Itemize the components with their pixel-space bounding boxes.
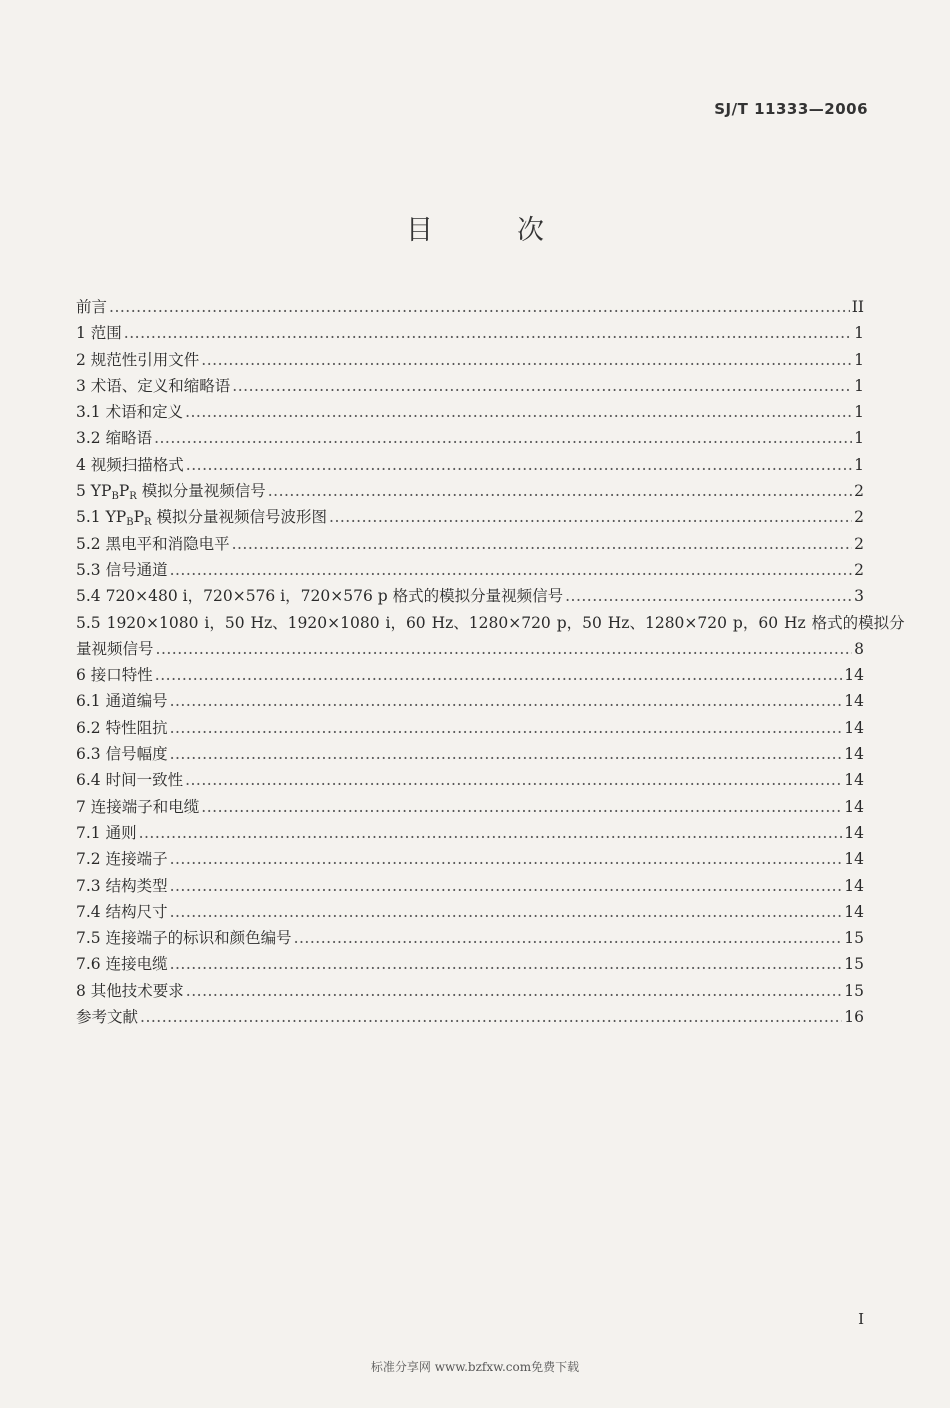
toc-entry-page: 14 xyxy=(844,718,864,737)
toc-entry-label: 5 $YP_BP_R$ 模拟分量视频信号 xyxy=(76,482,266,503)
toc-entry-page: 15 xyxy=(844,929,864,948)
toc-entry[interactable] xyxy=(76,294,864,320)
toc-entry[interactable] xyxy=(76,715,864,741)
toc-entry-page: 14 xyxy=(844,692,864,711)
dot-leader xyxy=(185,399,852,425)
toc-entry-page: 15 xyxy=(844,981,864,1000)
toc-entry-page: 15 xyxy=(844,955,864,974)
watermark-text: 标准分享网 www.bzfxw.com免费下载 xyxy=(370,1360,580,1374)
toc-entry-page: 14 xyxy=(844,876,864,895)
dot-leader xyxy=(232,531,853,557)
toc-entry-page: 14 xyxy=(844,745,864,764)
dot-leader xyxy=(170,846,843,872)
dot-leader xyxy=(186,452,852,478)
dot-leader xyxy=(201,347,852,373)
toc-entry-page: 1 xyxy=(854,455,864,474)
toc-entry-page: 16 xyxy=(844,1008,864,1027)
toc-entry[interactable] xyxy=(76,688,864,714)
toc-entry[interactable] xyxy=(76,320,864,346)
toc-entry-label: 7.5 连接端子的标识和颜色编号 xyxy=(76,929,292,948)
toc-entry[interactable] xyxy=(76,873,864,899)
toc-entry-label: 前言 xyxy=(76,298,108,316)
toc-entry-page: 14 xyxy=(844,823,864,842)
toc-entry-label: 7.3 结构类型 xyxy=(76,876,168,895)
toc-entry[interactable] xyxy=(76,741,864,767)
toc-entry-label: 6 接口特性 xyxy=(76,666,153,685)
dot-leader xyxy=(170,688,843,714)
toc-entry-label: 量视频信号 xyxy=(76,639,154,658)
toc-entry-page: 1 xyxy=(854,403,864,422)
toc-entry-label: 5.3 信号通道 xyxy=(76,560,168,579)
toc-entry-page: 2 xyxy=(854,508,864,527)
toc-entry-label: 5.2 黑电平和消隐电平 xyxy=(76,534,230,553)
toc-entry-label: 5.4 720×480 i，720×576 i，720×576 p 格式的模拟分量视频信号 xyxy=(76,587,564,606)
dot-leader xyxy=(140,1004,842,1030)
table-of-contents xyxy=(76,294,905,1030)
toc-entry-page: 1 xyxy=(854,429,864,448)
toc-entry-page: 1 xyxy=(854,324,864,343)
dot-leader xyxy=(170,873,843,899)
toc-entry-page: II xyxy=(851,298,864,316)
dot-leader xyxy=(329,504,852,530)
toc-entry[interactable] xyxy=(76,583,864,609)
toc-entry-page: 14 xyxy=(844,797,864,816)
toc-entry[interactable] xyxy=(76,557,864,583)
toc-entry-label: 6.4 时间一致性 xyxy=(76,771,184,790)
toc-entry[interactable] xyxy=(76,767,864,793)
dot-leader xyxy=(232,373,852,399)
toc-entry[interactable] xyxy=(76,820,864,846)
toc-entry[interactable] xyxy=(76,978,864,1004)
toc-entry-label: 6.1 通道编号 xyxy=(76,692,168,711)
toc-entry-page: 2 xyxy=(854,482,864,501)
toc-entry-page: 2 xyxy=(854,534,864,553)
dot-leader xyxy=(156,636,853,662)
dot-leader xyxy=(170,715,843,741)
toc-entry[interactable] xyxy=(76,794,864,820)
toc-entry[interactable] xyxy=(76,347,864,373)
toc-entry-label: 7.1 通则 xyxy=(76,823,137,842)
dot-leader xyxy=(124,320,852,346)
toc-entry-page: 2 xyxy=(854,560,864,579)
toc-entry-wrapped-line[interactable]: 5.5 1920×1080 i，50 Hz、1920×1080 i，60 Hz、1280×720 p，50 Hz、1280×720 p，60 Hz 格式的模拟分 xyxy=(76,613,905,632)
toc-entry-label: 3.1 术语和定义 xyxy=(76,403,184,422)
toc-entry[interactable] xyxy=(76,478,864,504)
standard-code: SJ/T 11333—2006 xyxy=(714,100,868,118)
dot-leader xyxy=(170,951,843,977)
toc-entry[interactable] xyxy=(76,425,864,451)
toc-entry-page: 14 xyxy=(844,850,864,869)
page-title: 目次 xyxy=(406,215,628,246)
toc-entry-page: 8 xyxy=(854,639,864,658)
toc-entry-page: 1 xyxy=(854,376,864,395)
toc-entry-label: 6.3 信号幅度 xyxy=(76,745,168,764)
dot-leader xyxy=(170,741,843,767)
toc-entry[interactable] xyxy=(76,373,864,399)
dot-leader xyxy=(154,425,852,451)
toc-entry[interactable] xyxy=(76,925,864,951)
toc-entry-label: 5.1 $YP_BP_R$ 模拟分量视频信号波形图 xyxy=(76,508,328,529)
toc-entry-label: 8 其他技术要求 xyxy=(76,981,184,1000)
toc-entry[interactable] xyxy=(76,636,864,662)
dot-leader xyxy=(139,820,843,846)
toc-entry-label: 7.2 连接端子 xyxy=(76,850,168,869)
toc-entry-page: 1 xyxy=(854,350,864,369)
dot-leader xyxy=(294,925,843,951)
dot-leader xyxy=(155,662,842,688)
dot-leader xyxy=(170,557,853,583)
toc-entry-page: 3 xyxy=(854,587,864,606)
toc-entry[interactable] xyxy=(76,951,864,977)
dot-leader xyxy=(186,978,842,1004)
dot-leader xyxy=(268,478,852,504)
toc-entry[interactable] xyxy=(76,899,864,925)
toc-entry[interactable] xyxy=(76,504,864,530)
toc-entry-label: 参考文献 xyxy=(76,1008,139,1027)
toc-entry-label: 6.2 特性阻抗 xyxy=(76,718,168,737)
dot-leader xyxy=(109,294,850,320)
toc-entry-label: 3.2 缩略语 xyxy=(76,429,153,448)
toc-entry-page: 14 xyxy=(844,771,864,790)
toc-entry[interactable] xyxy=(76,846,864,872)
toc-entry-page: 14 xyxy=(844,666,864,685)
dot-leader xyxy=(565,583,852,609)
toc-entry[interactable] xyxy=(76,662,864,688)
dot-leader xyxy=(185,767,842,793)
toc-entry-label: 7 连接端子和电缆 xyxy=(76,797,200,816)
toc-entry-label: 1 范围 xyxy=(76,324,122,343)
toc-entry-label: 7.4 结构尺寸 xyxy=(76,902,168,921)
dot-leader xyxy=(170,899,843,925)
toc-entry-label: 4 视频扫描格式 xyxy=(76,455,184,474)
toc-entry[interactable] xyxy=(76,531,864,557)
page-number: I xyxy=(858,1310,864,1328)
toc-entry-label: 7.6 连接电缆 xyxy=(76,955,168,974)
toc-entry-page: 14 xyxy=(844,902,864,921)
toc-entry-label: 2 规范性引用文件 xyxy=(76,350,200,369)
toc-entry[interactable] xyxy=(76,452,864,478)
toc-entry[interactable] xyxy=(76,399,864,425)
dot-leader xyxy=(201,794,842,820)
toc-entry-label: 3 术语、定义和缩略语 xyxy=(76,376,231,395)
toc-entry[interactable] xyxy=(76,1004,864,1030)
